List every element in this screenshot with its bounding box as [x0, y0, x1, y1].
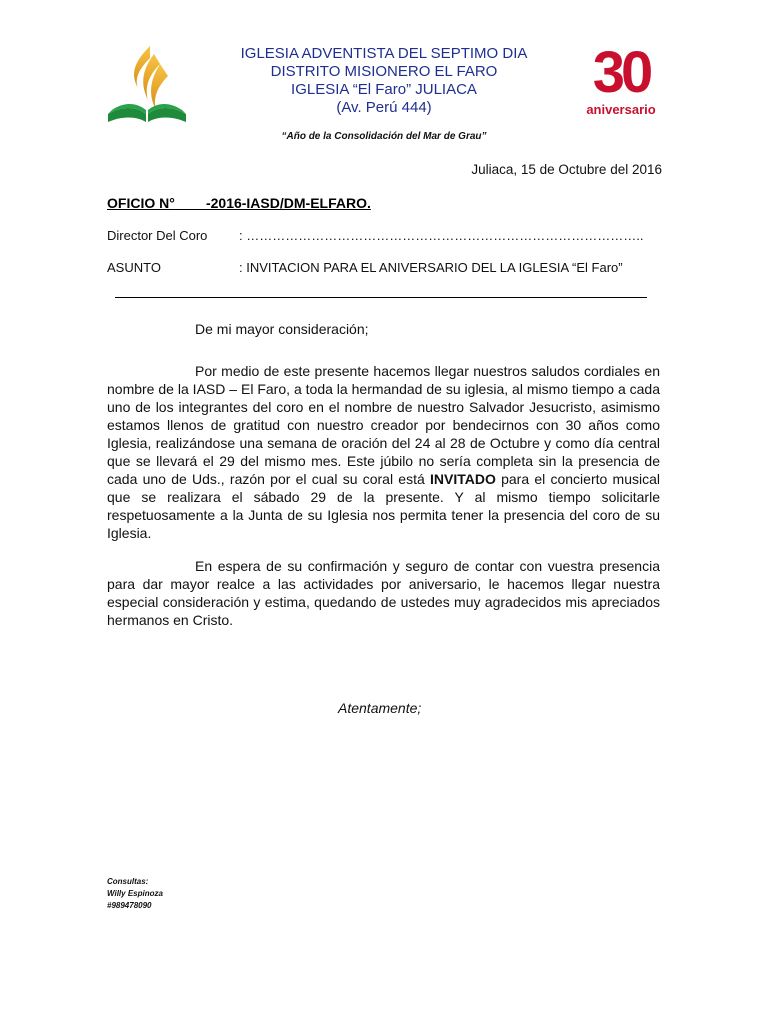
para1-text-b: para el concierto musical que se realizara el sábado 29 de la presente. Y al mismo tiempo solicitarle respetuosamente a la Junta de su Iglesia nos permita tener la presencia del coro de su Iglesia.: [107, 471, 660, 541]
recipient-row: [107, 228, 643, 243]
anniversary-30-logo-icon: [578, 44, 664, 120]
header-line-3: IGLESIA “El Faro” JULIACA: [291, 81, 477, 98]
para2-text: En espera de su confirmación y seguro de contar con vuestra presencia para dar mayor realce a las actividades por aniversario, le hacemos llegar nuestra especial consideración y estima, quedando de ustedes muy agradecidos mis apreciados hermanos en Cristo.: [107, 558, 660, 628]
church-header: [210, 45, 558, 117]
header-divider: [115, 297, 647, 298]
closing: Atentamente;: [338, 700, 422, 716]
subject-label: ASUNTO: [107, 260, 161, 275]
adventist-logo-icon: [104, 44, 190, 128]
para1-text-a: Por medio de este presente hacemos llegar nuestros saludos cordiales en nombre de la IASD – El Faro, a toda la hermandad de su iglesia, al mismo tiempo a cada uno de los integrantes del coro en el nombre de nuestro Salvador Jesucristo, asimismo estamos llenos de gratitud con nuestro creador por bendecirnos con 30 años como Iglesia, realizándose una semana de oración del 24 al 28 de Octubre y como día central que se llevará el 29 del mismo mes. Este júbilo no sería completa sin la presencia de cada uno de Uds., razón por el cual su coral está: [107, 363, 660, 487]
contact-name: Willy Espinoza: [107, 889, 163, 898]
oficio-number: [107, 195, 371, 211]
year-motto: “Año de la Consolidación del Mar de Grau”: [281, 131, 487, 142]
recipient-value: : ………………………………………………………………………………..: [239, 228, 644, 243]
contact-label: Consultas:: [107, 877, 149, 886]
subject-value: : INVITACION PARA EL ANIVERSARIO DEL LA IGLESIA “El Faro”: [239, 260, 623, 275]
contact-block: [107, 876, 163, 912]
subject-row: [107, 260, 623, 275]
date-line: Juliaca, 15 de Octubre del 2016: [471, 162, 662, 177]
anniversary-number: 30: [592, 44, 650, 105]
recipient-label: Director Del Coro: [107, 228, 208, 243]
header-line-2: DISTRITO MISIONERO EL FARO: [270, 63, 498, 80]
anniversary-label: aniversario: [586, 102, 656, 117]
oficio-label: OFICIO N°: [107, 195, 175, 211]
contact-phone: #989478090: [107, 901, 152, 910]
header-line-1: IGLESIA ADVENTISTA DEL SEPTIMO DIA: [240, 45, 528, 62]
body-paragraph-2: [107, 557, 660, 629]
oficio-code: -2016-IASD/DM-ELFARO.: [205, 195, 371, 211]
para1-bold: INVITADO: [430, 471, 496, 487]
header-line-4: (Av. Perú 444): [336, 99, 432, 116]
body-paragraph-1: [107, 362, 660, 542]
greeting: De mi mayor consideración;: [195, 321, 369, 337]
